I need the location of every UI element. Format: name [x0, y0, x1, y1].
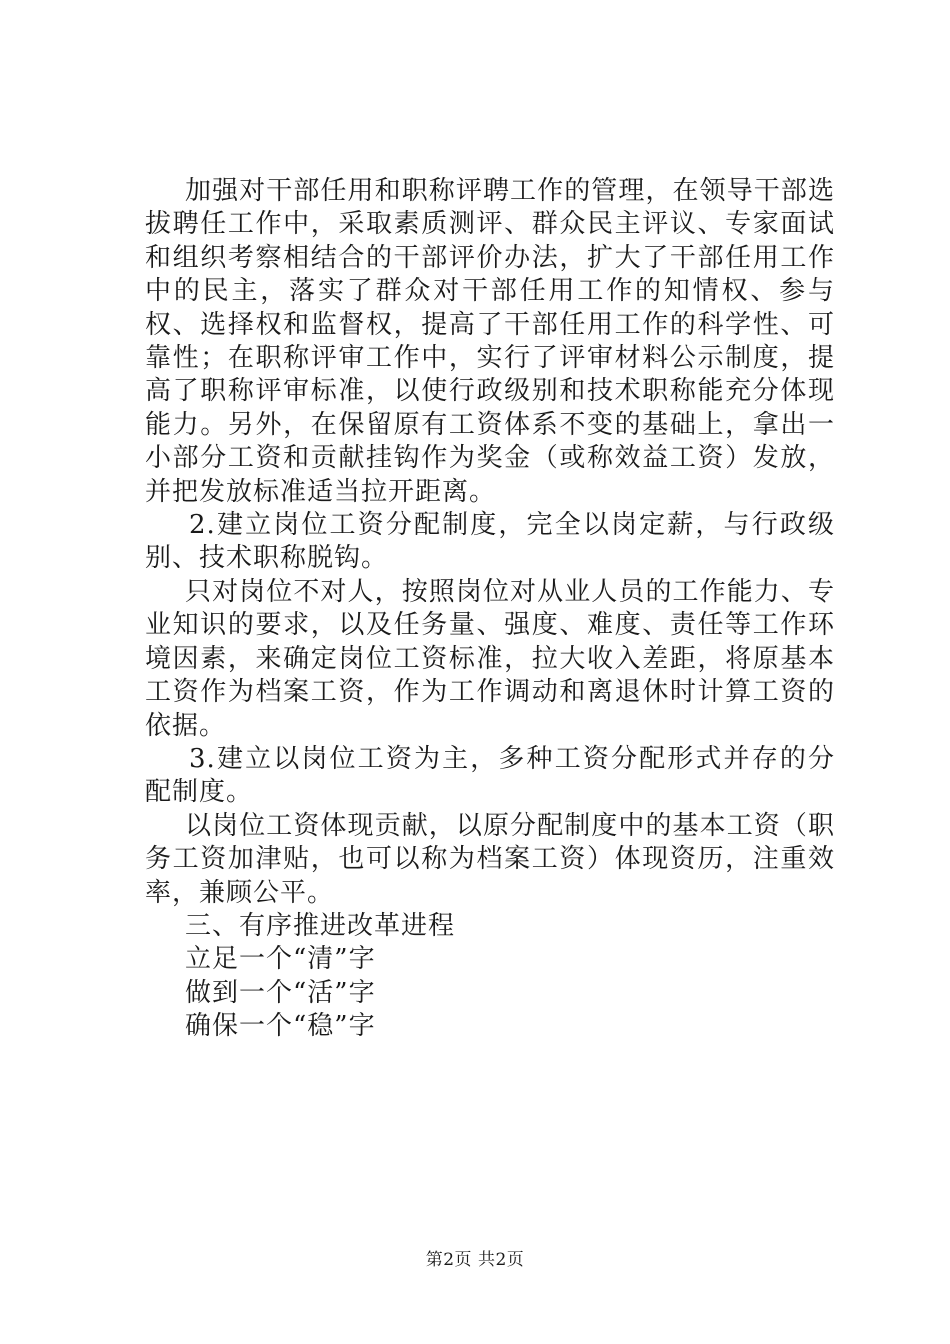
item-3-heading: 3.建立以岗位工资为主，多种工资分配形式并存的分配制度。: [145, 743, 835, 808]
paragraph-contribution: 以岗位工资体现贡献，以原分配制度中的基本工资（职务工资加津贴，也可以称为档案工资）体现资历，注重效率，兼顾公平。: [145, 810, 835, 908]
subheading-huo: 做到一个“活”字: [185, 977, 376, 1008]
paragraph-cadre-management: 加强对干部任用和职称评聘工作的管理，在领导干部选拔聘任工作中，采取素质测评、群众民主评议、专家面试和组织考察相结合的干部评价办法，扩大了干部任用工作中的民主，落实了群众对干部任用工作的知情权、参与权、选择权和监督权，提高了干部任用工作的科学性、可靠性；在职称评审工作中，实行了评审材料公示制度，提高了职称评审标准，以使行政级别和技术职称能充分体现能力。另外，在保留原有工资体系不变的基础上，拿出一小部分工资和贡献挂钩作为奖金（或称效益工资）发放，并把发放标准适当拉开距离。: [145, 176, 835, 507]
document-body: [145, 175, 835, 1044]
item-2-heading: 2.建立岗位工资分配制度，完全以岗定薪，与行政级别、技术职称脱钩。: [145, 510, 835, 574]
subheading-qing: 立足一个“清”字: [185, 944, 376, 975]
subheading-wen: 确保一个“稳”字: [185, 1011, 376, 1042]
paragraph-post-wage: 只对岗位不对人，按照岗位对从业人员的工作能力、专业知识的要求，以及任务量、强度、难度、责任等工作环境因素，来确定岗位工资标准，拉大收入差距，将原基本工资作为档案工资，作为工作调动和离退休时计算工资的依据。: [145, 576, 835, 741]
section-heading-3: 三、有序推进改革进程: [185, 910, 456, 941]
page-number-footer: 第2页 共2页: [425, 1250, 525, 1270]
